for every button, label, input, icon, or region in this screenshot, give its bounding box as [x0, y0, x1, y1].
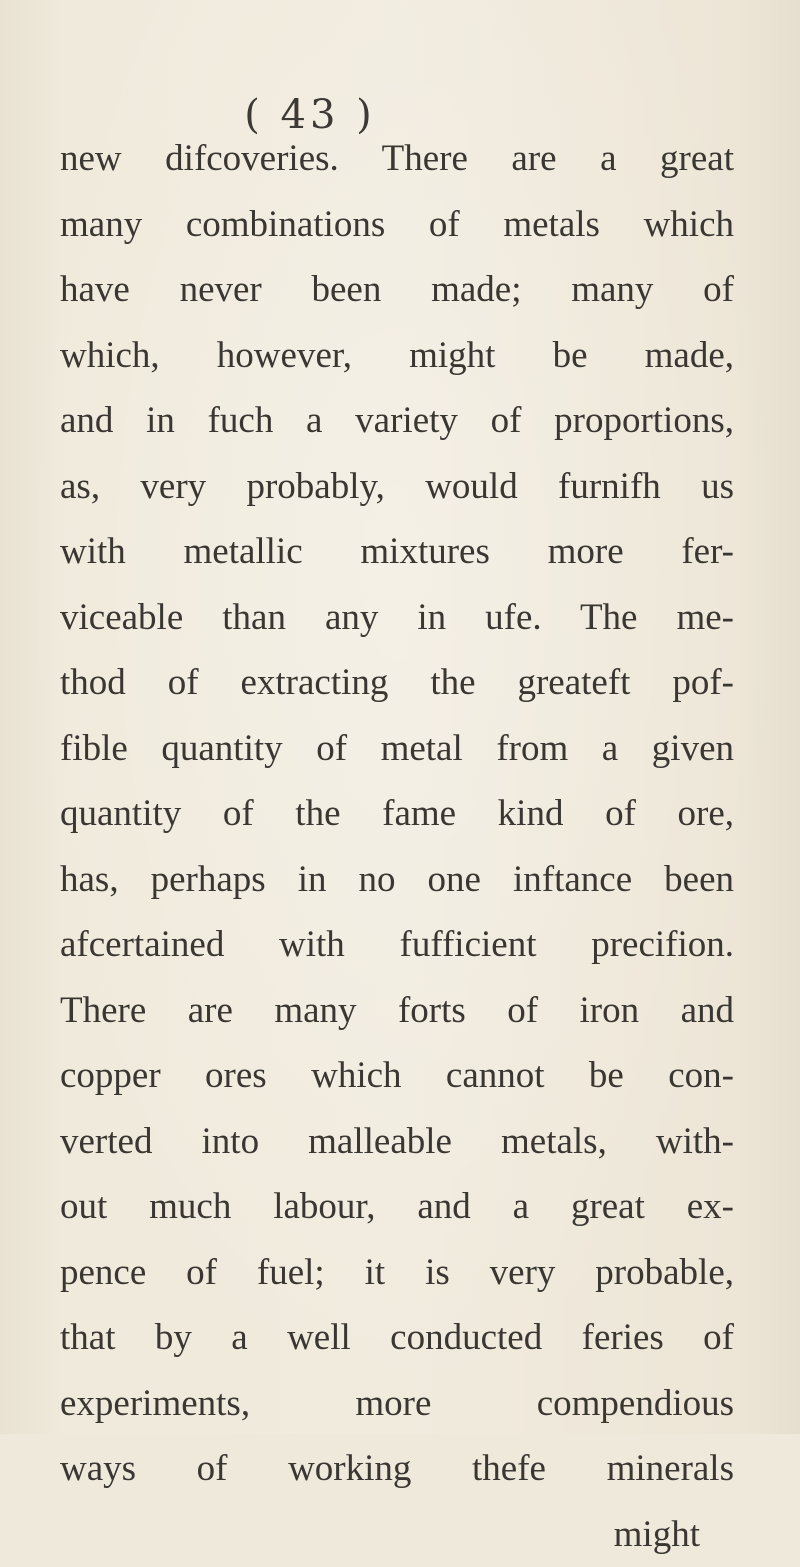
- page-number: ( 43 ): [0, 92, 710, 138]
- text-line: as, very probably, would furnifh us: [60, 454, 734, 520]
- text-line: quantity of the fame kind of ore,: [60, 781, 734, 847]
- text-line: has, perhaps in no one inftance been: [60, 847, 734, 913]
- text-line: experiments, more compendious: [60, 1371, 734, 1437]
- text-line: pence of fuel; it is very probable,: [60, 1240, 734, 1306]
- text-line: verted into malleable metals, with-: [60, 1109, 734, 1175]
- text-line: viceable than any in ufe. The me-: [60, 585, 734, 651]
- text-line: thod of extracting the greateft pof-: [60, 650, 734, 716]
- text-line: There are many forts of iron and: [60, 978, 734, 1044]
- text-line: out much labour, and a great ex-: [60, 1174, 734, 1240]
- text-line: have never been made; many of: [60, 257, 734, 323]
- text-line: and in fuch a variety of proportions,: [60, 388, 734, 454]
- text-line: new difcoveries. There are a great: [60, 126, 734, 192]
- text-line: that by a well conducted feries of: [60, 1305, 734, 1371]
- text-line: afcertained with fufficient precifion.: [60, 912, 734, 978]
- text-line: ways of working thefe minerals: [60, 1436, 734, 1502]
- text-line: which, however, might be made,: [60, 323, 734, 389]
- body-text: [60, 126, 734, 1567]
- text-line: fible quantity of metal from a given: [60, 716, 734, 782]
- text-line: copper ores which cannot be con-: [60, 1043, 734, 1109]
- text-line: with metallic mixtures more fer-: [60, 519, 734, 585]
- catchword: might: [60, 1502, 734, 1567]
- text-line: many combinations of metals which: [60, 192, 734, 258]
